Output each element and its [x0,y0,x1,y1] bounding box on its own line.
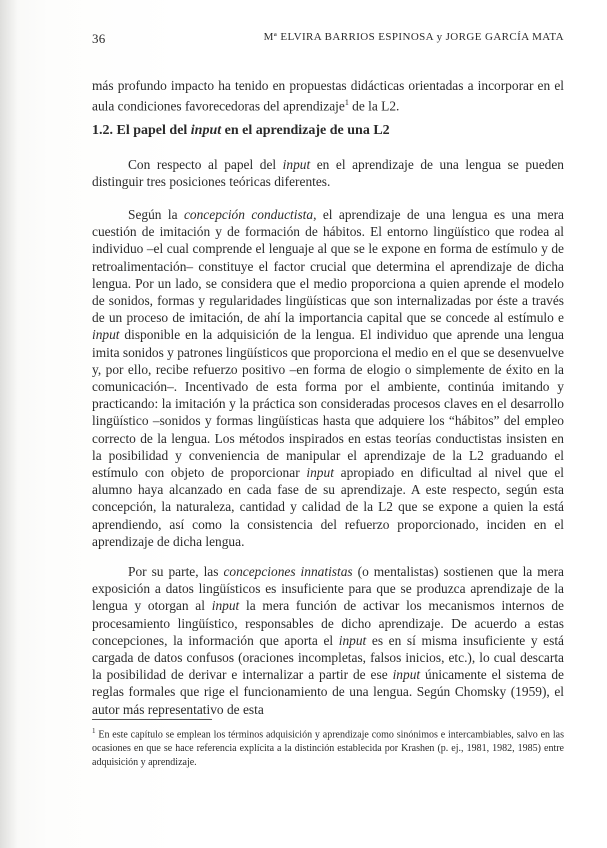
intro-text-end: en el aprendizaje de una lengua se pueden distinguir tres posiciones teóricas diferentes. [92,157,564,190]
continuation-text: más profundo impacto ha tenido en propuestas didácticas orientadas a incorporar en el aula condiciones favorecedoras del aprendizaje [92,78,564,114]
footnote-mark: 1 [92,727,96,735]
section-title-italic: input [190,123,222,138]
italic-term: input [338,632,367,648]
conductista-paragraph [92,206,564,550]
page-number: 36 [92,31,106,46]
innatista-paragraph [92,563,564,718]
paragraph-text: , el aprendizaje de una lengua es una mera cuestión de imitación y de formación de hábitos. El entorno lingüístico que rodea al individuo –el cual comprende el lenguaje al que se le expone en forma de estímulo y de retroalimentación– constituye el factor crucial que determina el aprendizaje de dicha lengua. Por un lado, se considera que el medio proporciona a quien aprende el modelo de sonidos, formas y regularidades lingüísticas que son internalizadas por éste a través de un proceso de imitación, de ahí la importancia capital que se concede al estímulo e [92,207,564,326]
italic-term: concepciones innatistas [223,564,353,579]
intro-italic-term: input [282,157,311,172]
paragraph-text: únicamente el sistema de reglas formales que rige el funcionamiento de una lengua. Según Chomsky (1959), el autor más representativo de esta [92,667,564,717]
footnote [92,724,564,770]
paragraph-text: disponible en la adquisición de la lengua. El individuo que aprende una lengua imita sonidos y patrones lingüísticos que proporciona el medio en el que se desenvuelve y, por ello, recibe refuerzo positivo –en forma de elogio o simplemente de éxito en la comunicación–. Incentivado de esta forma por el ambiente, continúa imitando y practicando: la imitación y la práctica son consideradas procesos claves en el desarrollo lingüístico –sonidos y formas lingüísticas hasta que adquiere los “hábitos” del empleo correcto de la lengua. Los métodos inspirados en estas teorías conductistas insisten en la posibilidad y conveniencia de manipular el aprendizaje de la L2 graduando el estímulo con objeto de proporcionar [92,327,564,481]
section-title-after: en el aprendizaje de una L2 [221,123,390,138]
continuation-text-end: de la L2. [348,98,400,114]
italic-term: concepción conductista [183,207,314,222]
intro-paragraph [92,156,564,190]
italic-term: input [392,667,421,683]
footnote-divider [92,719,212,720]
continuation-paragraph [92,77,564,115]
page-header [92,31,564,49]
paragraph-text: es en sí misma insuficiente y está cargada de datos confusos (oraciones incompletas, falsos inicios, etc.), lo cual descarta la posibilidad de derivar e internalizar a partir de ese [92,632,564,683]
binding-shadow [0,0,18,848]
running-head: Mª ELVIRA BARRIOS ESPINOSA y JORGE GARCÍA MATA [263,31,564,43]
section-heading [92,123,390,139]
footnote-reference: 1 [344,98,349,108]
italic-term: input [306,465,334,481]
paragraph-text: la mera función de activar los mecanismos internos de procesamiento lingüístico, responsables de dicho aprendizaje. De acuerdo a estas concepciones, la información que aporta el [92,598,564,648]
section-title-before: El papel del [116,123,191,138]
italic-term: input [211,598,240,614]
footnote-text: En este capítulo se emplean los términos adquisición y aprendizaje como sinónimos e intercambiables, salvo en las ocasiones en que se hace referencia explícita a la distinción establecida por Krashen (p. ej., 1981, 1982, 1985) entre adquisición y aprendizaje. [92,729,564,769]
paragraph-text: Por su parte, las [128,564,224,579]
section-number: 1.2. [92,123,113,138]
paragraph-text: (o mentalistas) sostienen que la mera exposición a datos lingüísticos es insuficiente para que se produzca aprendizaje de la lengua y otorgan al [92,564,564,614]
paragraph-text: apropiado en dificultad al nivel que el alumno haya alcanzado en cada fase de su aprendizaje. A este respecto, según esta concepción, la naturaleza, cantidad y calidad de la L2 que se expone a quien la está aprendiendo, así como la consistencia del refuerzo proporcionado, inciden en el aprendizaje de dicha lengua. [92,465,564,549]
italic-term: input [92,327,120,343]
paragraph-text: Según la [128,207,184,222]
intro-text: Con respecto al papel del [128,157,283,172]
